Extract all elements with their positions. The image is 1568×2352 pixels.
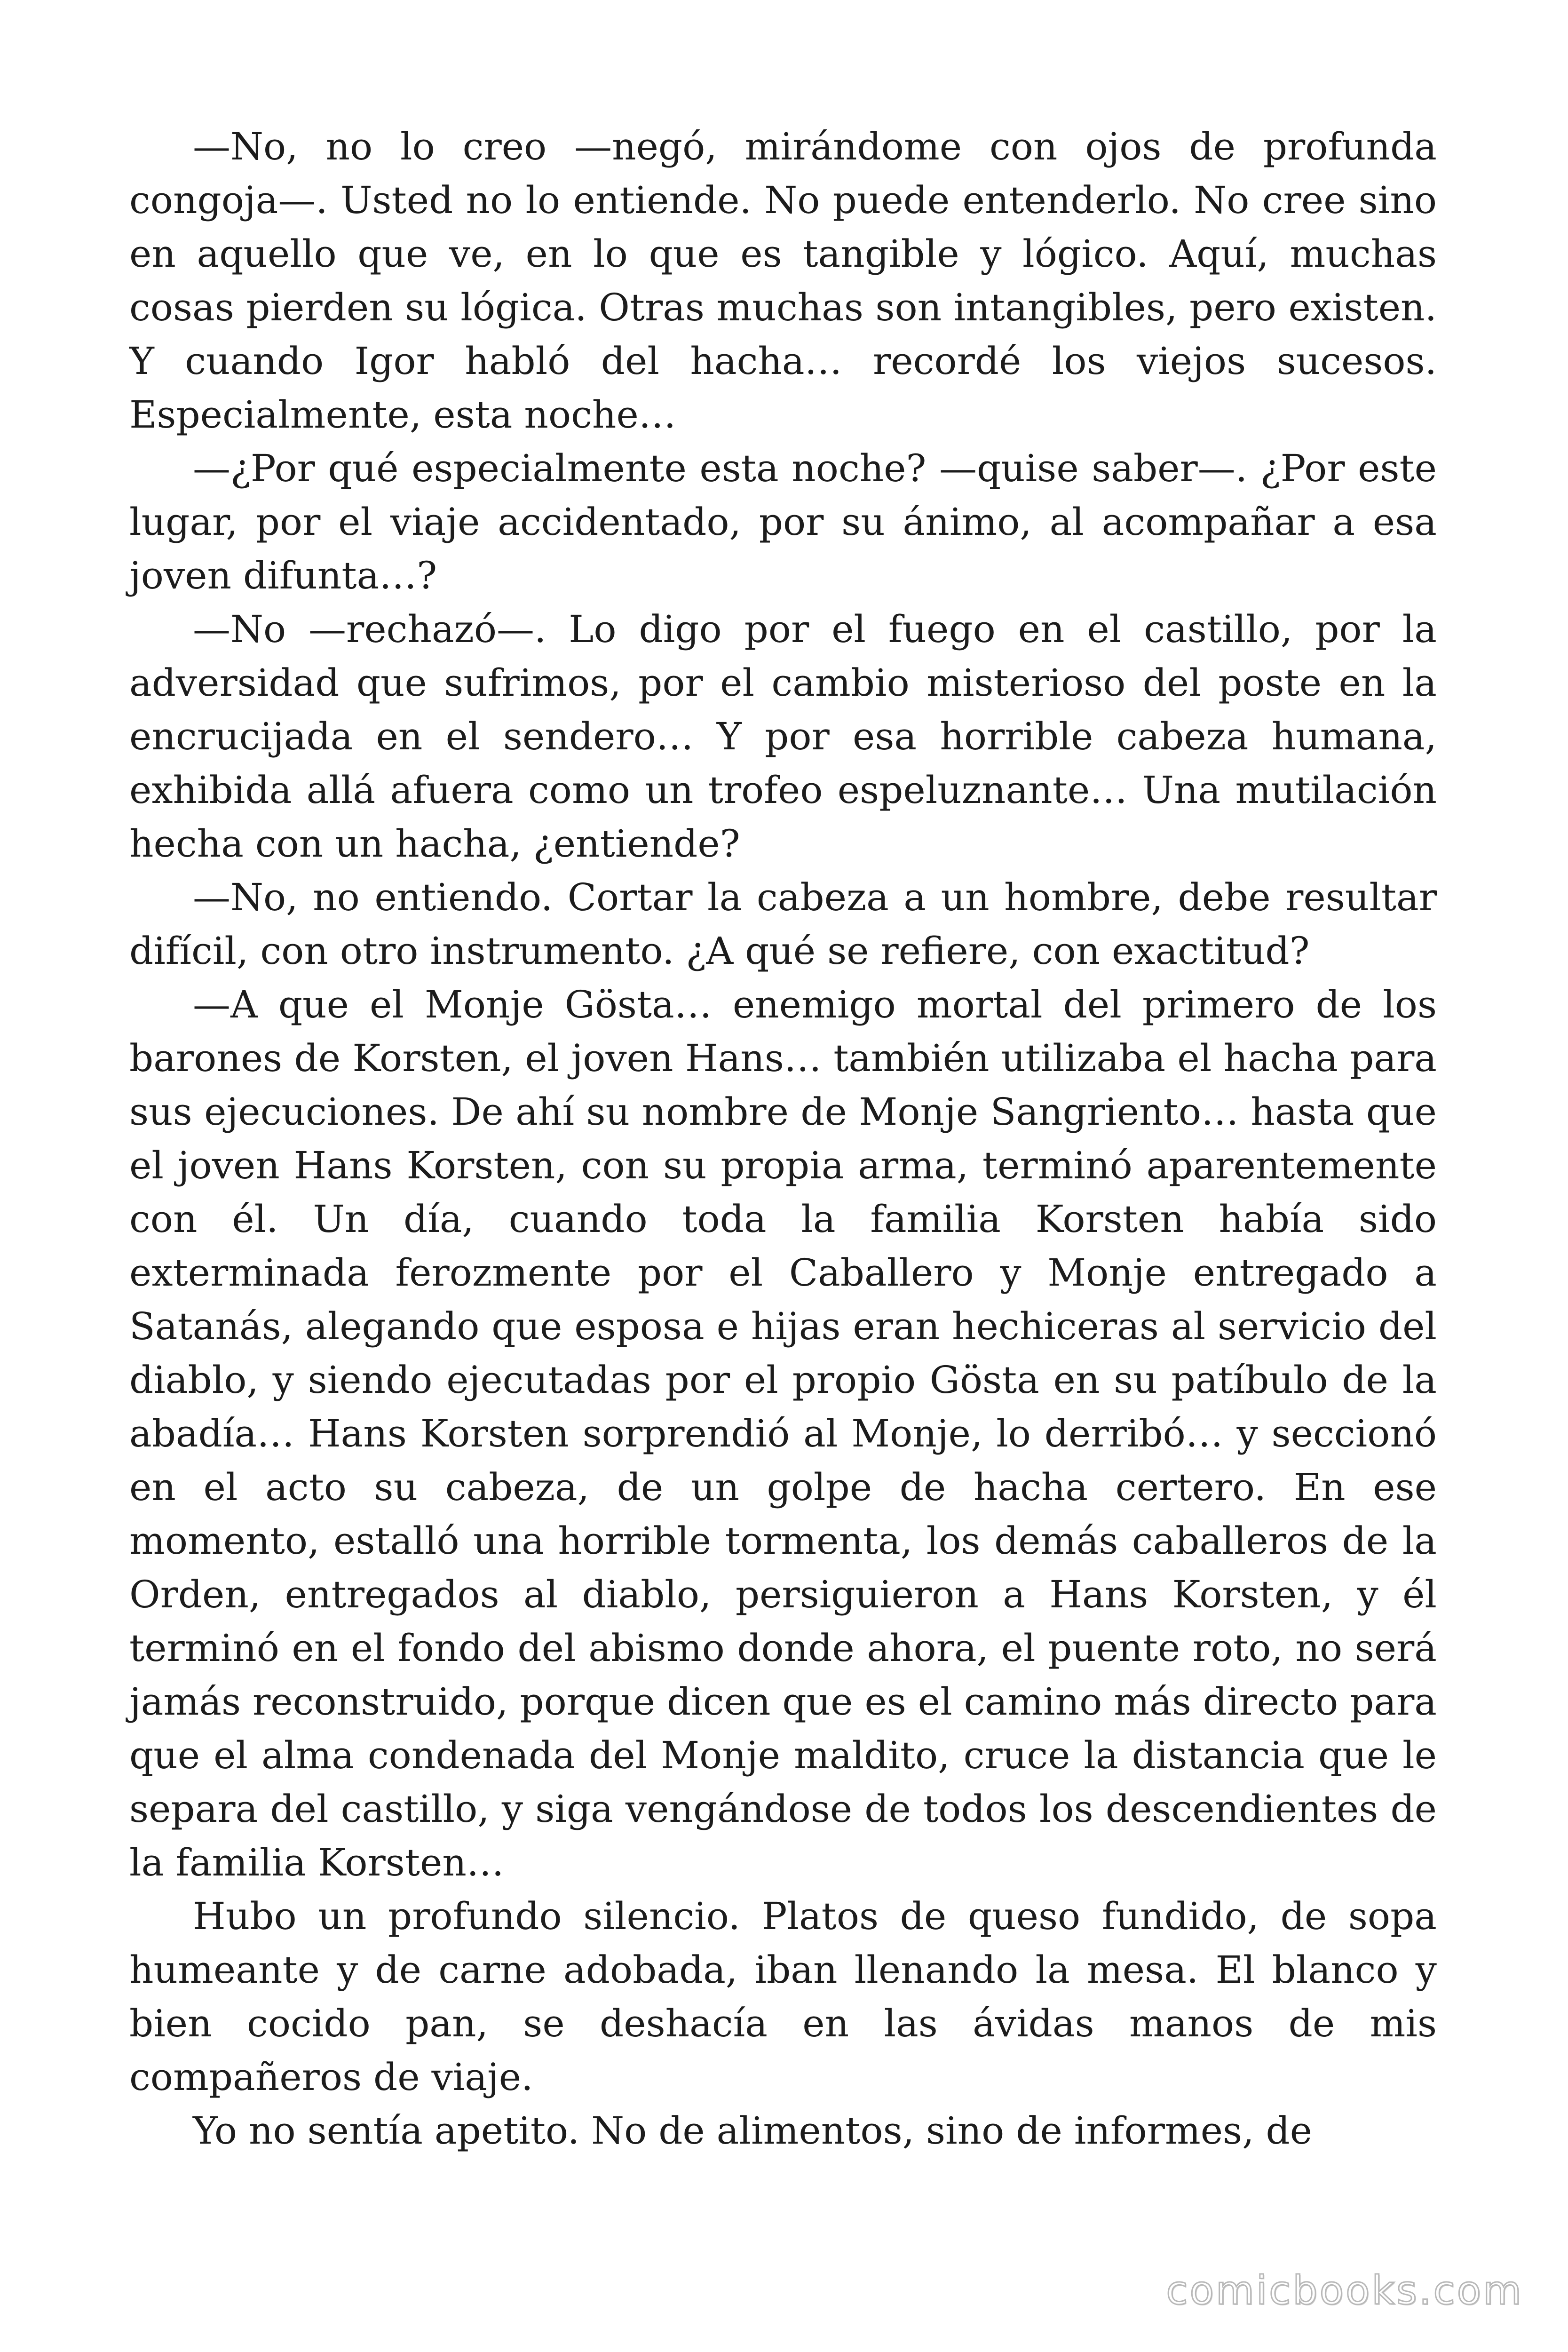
paragraph-4: —No, no entiendo. Cortar la cabeza a un hombre, debe resultar difícil, con otro instrumento. ¿A qué se refiere, con exactitud? — [129, 875, 1437, 973]
paragraph-5: —A que el Monje Gösta… enemigo mortal del primero de los barones de Korsten, el joven Hans… también utilizaba el hacha para sus ejecuciones. De ahí su nombre de Monje Sangriento… hasta que el joven Hans Korsten, con su propia arma, terminó aparentemente con él. Un día, cuando toda la familia Korsten había sido exterminada ferozmente por el Caballero y Monje entregado a Satanás, alegando que esposa e hijas eran hechiceras al servicio del diablo, y siendo ejecutadas por el propio Gösta en su patíbulo de la abadía… Hans Korsten sorprendió al Monje, lo derribó… y seccionó en el acto su cabeza, de un golpe de hacha certero. En ese momento, estalló una horrible tormenta, los demás caballeros de la Orden, entregados al diablo, persiguieron a Hans Korsten, y él terminó en el fondo del abismo donde ahora, el puente roto, no será jamás reconstruido, porque dicen que es el camino más directo para que el alma condenada del Monje maldito, cruce la distancia que le separa del castillo, y siga vengándose de todos los descendientes de la familia Korsten… — [129, 983, 1437, 1884]
paragraph-2: —¿Por qué especialmente esta noche? —quise saber—. ¿Por este lugar, por el viaje accidentado, por su ánimo, al acompañar a esa joven difunta…? — [129, 446, 1437, 597]
text-body — [129, 120, 1437, 2158]
paragraph-6: Hubo un profundo silencio. Platos de queso fundido, de sopa humeante y de carne adobada, iban llenando la mesa. El blanco y bien cocido pan, se deshacía en las ávidas manos de mis compañeros de viaje. — [129, 1894, 1437, 2099]
paragraph-7: Yo no sentía apetito. No de alimentos, sino de informes, de — [193, 2109, 1313, 2153]
watermark-text: comicbooks.com — [1166, 2267, 1523, 2313]
paragraph-3: —No —rechazó—. Lo digo por el fuego en el castillo, por la adversidad que sufrimos, por el cambio misterioso del poste en la encrucijada en el sendero… Y por esa horrible cabeza humana, exhibida allá afuera como un trofeo espeluznante… Una mutilación hecha con un hacha, ¿entiende? — [129, 607, 1437, 866]
paragraph-1: —No, no lo creo —negó, mirándome con ojos de profunda congoja—. Usted no lo entiende. No puede entenderlo. No cree sino en aquello que ve, en lo que es tangible y lógico. Aquí, muchas cosas pierden su lógica. Otras muchas son intangibles, pero existen. Y cuando Igor habló del hacha… recordé los viejos sucesos. Especialmente, esta noche… — [129, 125, 1437, 437]
